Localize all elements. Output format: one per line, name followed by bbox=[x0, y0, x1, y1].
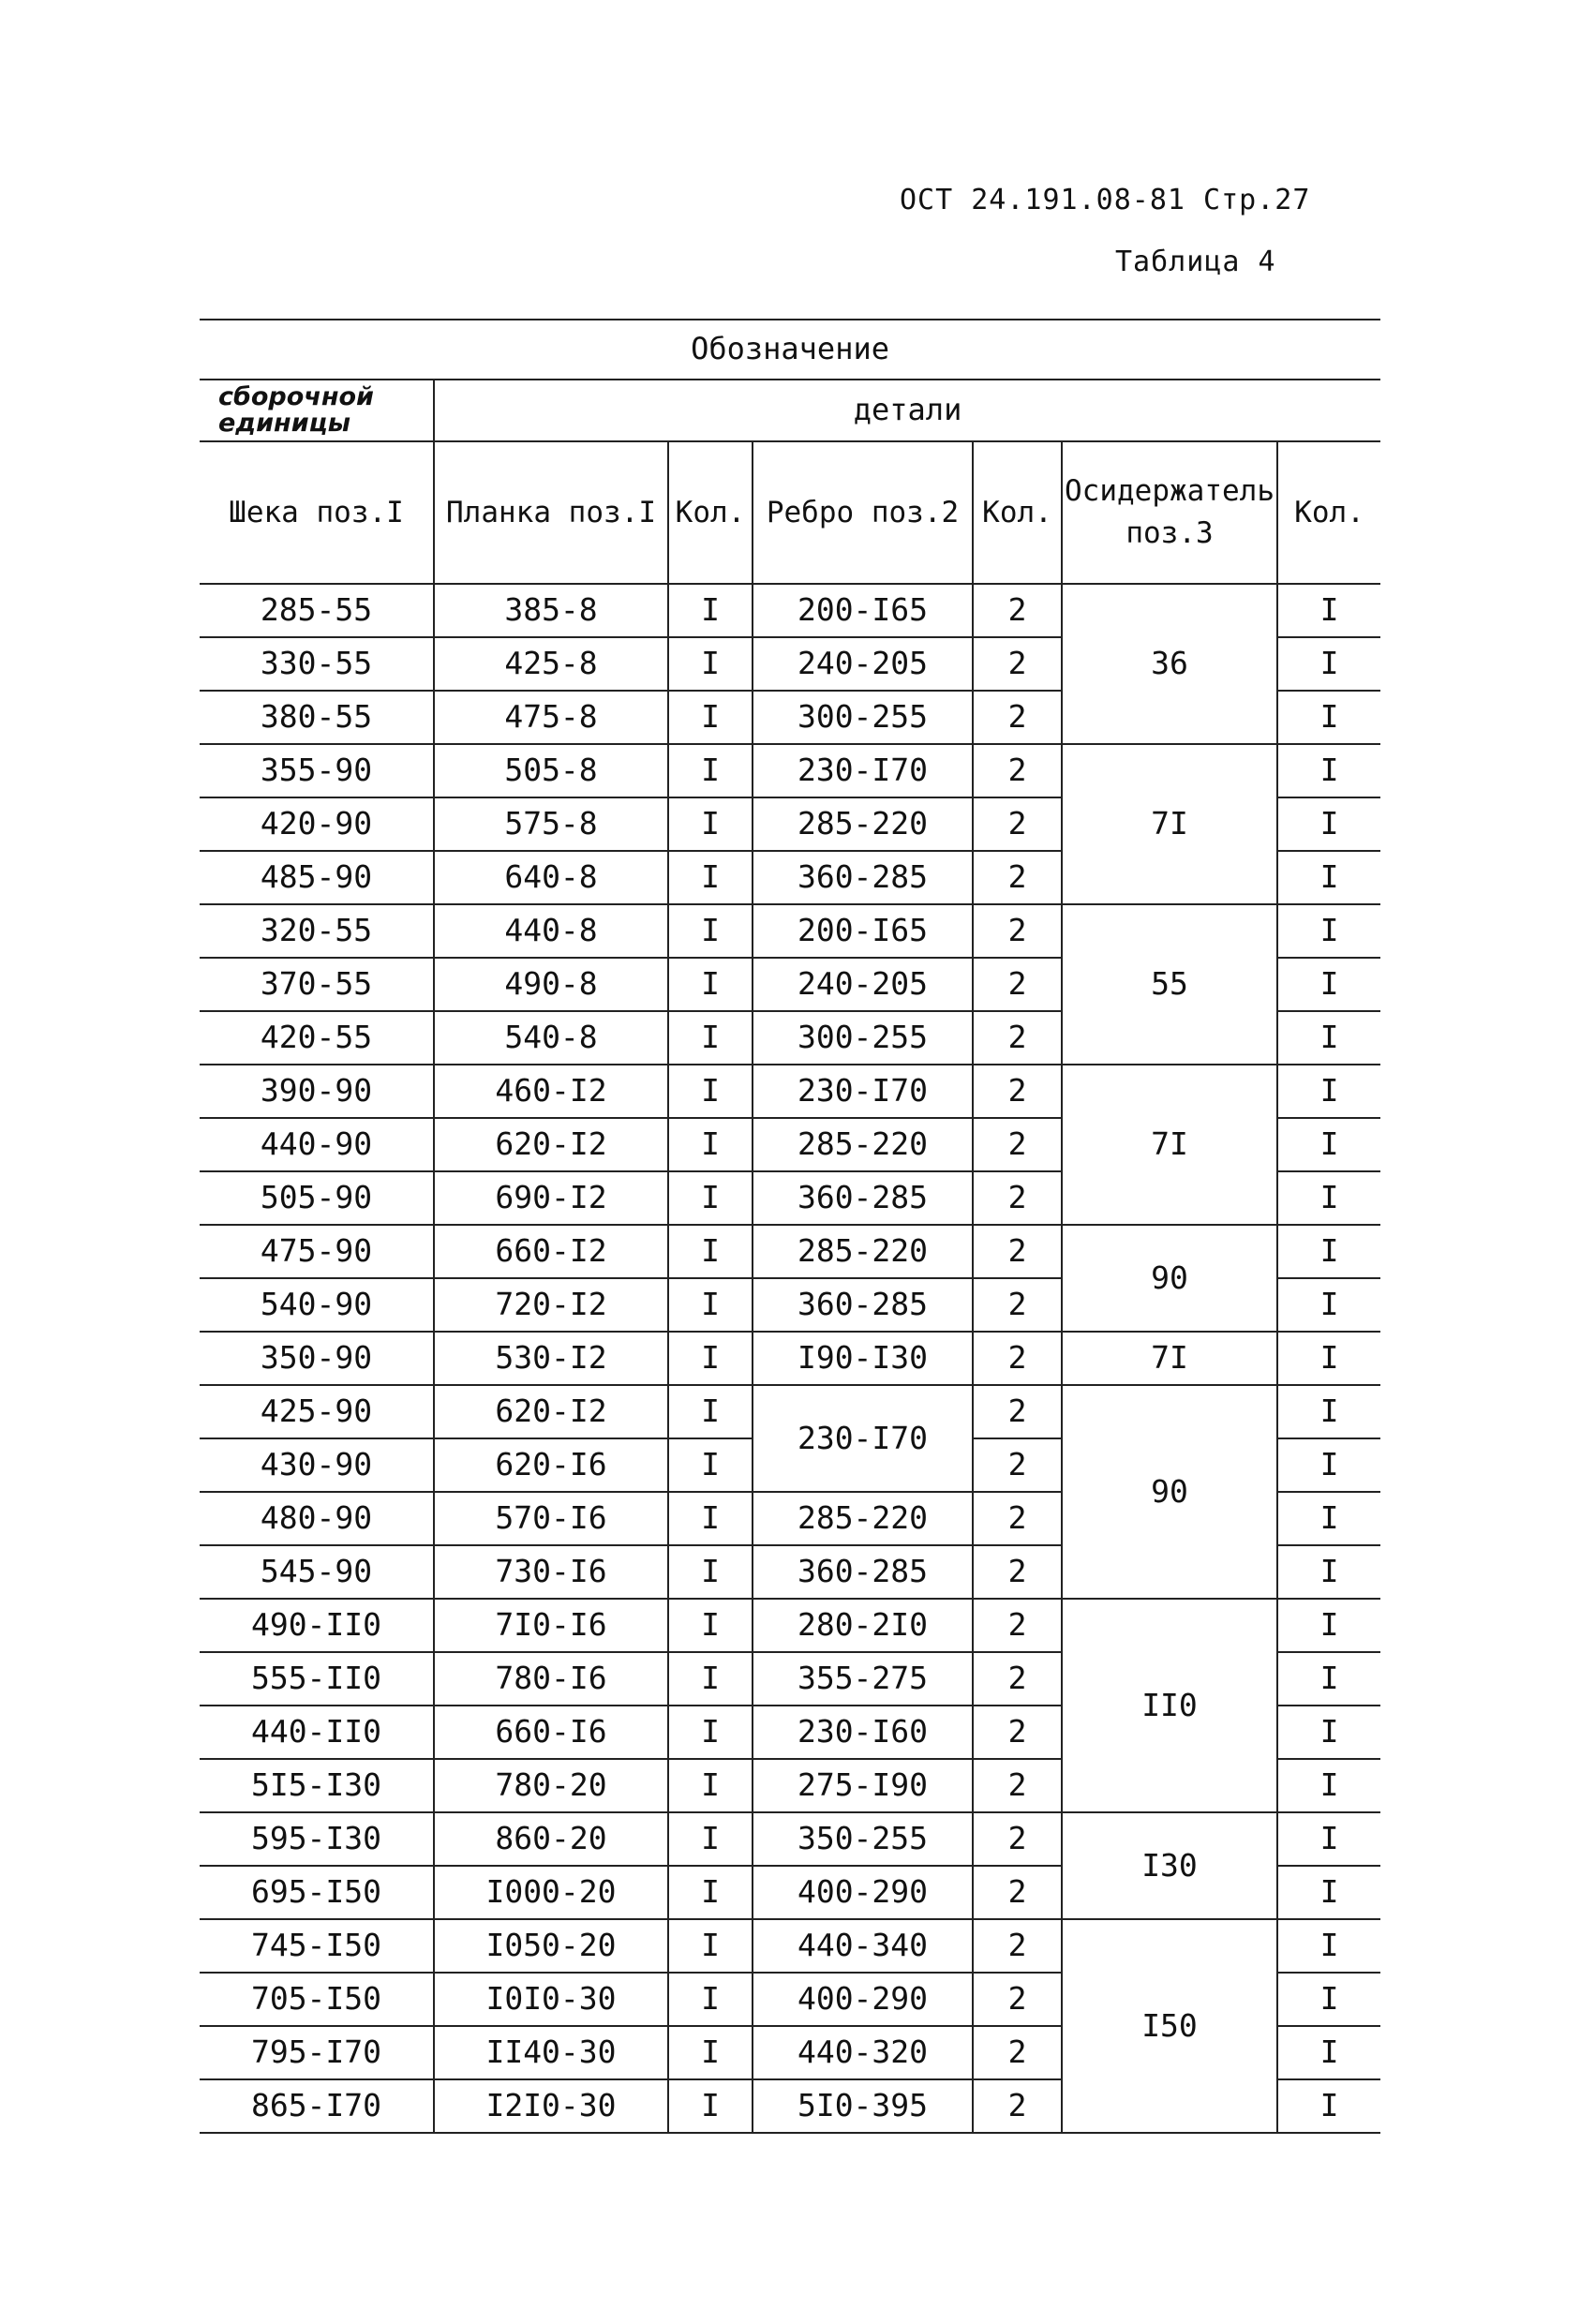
table-row bbox=[200, 1919, 1380, 1973]
cell-cheek: 480-90 bbox=[200, 1492, 434, 1545]
cell-qty1: I bbox=[668, 851, 753, 904]
cell-rib: 275-I90 bbox=[753, 1759, 973, 1812]
cell-plate: 660-I6 bbox=[434, 1706, 668, 1759]
cell-qty3: I bbox=[1277, 1652, 1380, 1706]
cell-qty1: I bbox=[668, 904, 753, 958]
cell-qty1: I bbox=[668, 744, 753, 797]
cell-cheek: 5I5-I30 bbox=[200, 1759, 434, 1812]
cell-qty2: 2 bbox=[973, 637, 1062, 691]
cell-cheek: 485-90 bbox=[200, 851, 434, 904]
cell-rib: 360-285 bbox=[753, 1545, 973, 1599]
cell-plate: 475-8 bbox=[434, 691, 668, 744]
cell-qty2: 2 bbox=[973, 1171, 1062, 1225]
cell-qty3: I bbox=[1277, 1866, 1380, 1919]
col-header-rib: Ребро поз.2 bbox=[753, 441, 973, 584]
cell-qty1: I bbox=[668, 1919, 753, 1973]
cell-qty2: 2 bbox=[973, 744, 1062, 797]
cell-qty3: I bbox=[1277, 1812, 1380, 1866]
cell-qty2: 2 bbox=[973, 904, 1062, 958]
cell-qty3: I bbox=[1277, 744, 1380, 797]
cell-qty3: I bbox=[1277, 691, 1380, 744]
cell-rib: 285-220 bbox=[753, 1492, 973, 1545]
cell-plate: 540-8 bbox=[434, 1011, 668, 1065]
cell-qty3: I bbox=[1277, 584, 1380, 637]
cell-rib: 240-205 bbox=[753, 958, 973, 1011]
cell-qty3: I bbox=[1277, 637, 1380, 691]
cell-cheek: 795-I70 bbox=[200, 2026, 434, 2079]
cell-cheek: 695-I50 bbox=[200, 1866, 434, 1919]
cell-qty3: I bbox=[1277, 1065, 1380, 1118]
cell-plate: 780-20 bbox=[434, 1759, 668, 1812]
cell-qty3: I bbox=[1277, 1278, 1380, 1332]
cell-holder: 36 bbox=[1062, 584, 1277, 744]
cell-qty2: 2 bbox=[973, 1011, 1062, 1065]
cell-cheek: 545-90 bbox=[200, 1545, 434, 1599]
cell-plate: 620-I6 bbox=[434, 1438, 668, 1492]
col-header-qty2: Кол. bbox=[973, 441, 1062, 584]
cell-qty2: 2 bbox=[973, 1225, 1062, 1278]
cell-qty2: 2 bbox=[973, 1118, 1062, 1171]
cell-qty2: 2 bbox=[973, 1919, 1062, 1973]
cell-cheek: 595-I30 bbox=[200, 1812, 434, 1866]
cell-qty1: I bbox=[668, 1438, 753, 1492]
cell-plate: II40-30 bbox=[434, 2026, 668, 2079]
cell-holder: 7I bbox=[1062, 1065, 1277, 1225]
parts-label: детали bbox=[434, 380, 1380, 441]
cell-holder: II0 bbox=[1062, 1599, 1277, 1812]
cell-qty3: I bbox=[1277, 1759, 1380, 1812]
cell-plate: I0I0-30 bbox=[434, 1973, 668, 2026]
cell-qty1: I bbox=[668, 691, 753, 744]
cell-qty1: I bbox=[668, 1011, 753, 1065]
col-header-cheek: Шека поз.I bbox=[200, 441, 434, 584]
cell-rib: 355-275 bbox=[753, 1652, 973, 1706]
cell-qty3: I bbox=[1277, 1706, 1380, 1759]
cell-cheek: 865-I70 bbox=[200, 2079, 434, 2133]
table-row bbox=[200, 904, 1380, 958]
cell-qty3: I bbox=[1277, 1171, 1380, 1225]
cell-qty2: 2 bbox=[973, 1278, 1062, 1332]
cell-plate: 425-8 bbox=[434, 637, 668, 691]
cell-plate: 570-I6 bbox=[434, 1492, 668, 1545]
cell-qty1: I bbox=[668, 1118, 753, 1171]
table-row bbox=[200, 1385, 1380, 1438]
cell-qty2: 2 bbox=[973, 2079, 1062, 2133]
cell-plate: 640-8 bbox=[434, 851, 668, 904]
cell-rib: I90-I30 bbox=[753, 1332, 973, 1385]
col-header-plate: Планка поз.I bbox=[434, 441, 668, 584]
col-header-qty3: Кол. bbox=[1277, 441, 1380, 584]
cell-qty1: I bbox=[668, 1225, 753, 1278]
table-row bbox=[200, 744, 1380, 797]
cell-cheek: 420-55 bbox=[200, 1011, 434, 1065]
cell-qty3: I bbox=[1277, 1492, 1380, 1545]
cell-qty3: I bbox=[1277, 1919, 1380, 1973]
cell-holder: 90 bbox=[1062, 1225, 1277, 1332]
cell-qty1: I bbox=[668, 1545, 753, 1599]
cell-qty1: I bbox=[668, 1492, 753, 1545]
cell-qty2: 2 bbox=[973, 1385, 1062, 1438]
cell-qty3: I bbox=[1277, 2026, 1380, 2079]
cell-qty1: I bbox=[668, 1171, 753, 1225]
cell-rib: 5I0-395 bbox=[753, 2079, 973, 2133]
cell-qty2: 2 bbox=[973, 1812, 1062, 1866]
table-row bbox=[200, 584, 1380, 637]
cell-cheek: 540-90 bbox=[200, 1278, 434, 1332]
cell-holder: 90 bbox=[1062, 1385, 1277, 1599]
table-row bbox=[200, 1812, 1380, 1866]
cell-plate: 490-8 bbox=[434, 958, 668, 1011]
cell-plate: 780-I6 bbox=[434, 1652, 668, 1706]
cell-qty2: 2 bbox=[973, 1065, 1062, 1118]
cell-qty3: I bbox=[1277, 2079, 1380, 2133]
cell-qty2: 2 bbox=[973, 958, 1062, 1011]
cell-plate: 860-20 bbox=[434, 1812, 668, 1866]
cell-holder: 7I bbox=[1062, 744, 1277, 904]
cell-plate: 660-I2 bbox=[434, 1225, 668, 1278]
cell-qty2: 2 bbox=[973, 1545, 1062, 1599]
cell-qty1: I bbox=[668, 637, 753, 691]
cell-rib: 280-2I0 bbox=[753, 1599, 973, 1652]
cell-qty3: I bbox=[1277, 1545, 1380, 1599]
cell-qty3: I bbox=[1277, 851, 1380, 904]
cell-cheek: 440-90 bbox=[200, 1118, 434, 1171]
col-header-holder: Осидержатель поз.3 bbox=[1062, 441, 1277, 584]
cell-plate: 530-I2 bbox=[434, 1332, 668, 1385]
cell-plate: 690-I2 bbox=[434, 1171, 668, 1225]
cell-rib: 285-220 bbox=[753, 1225, 973, 1278]
cell-cheek: 430-90 bbox=[200, 1438, 434, 1492]
cell-rib: 440-340 bbox=[753, 1919, 973, 1973]
cell-rib: 350-255 bbox=[753, 1812, 973, 1866]
cell-plate: 620-I2 bbox=[434, 1385, 668, 1438]
cell-cheek: 490-II0 bbox=[200, 1599, 434, 1652]
cell-plate: 505-8 bbox=[434, 744, 668, 797]
cell-cheek: 370-55 bbox=[200, 958, 434, 1011]
table-caption: Обозначение bbox=[200, 320, 1380, 380]
cell-qty1: I bbox=[668, 1706, 753, 1759]
cell-cheek: 440-II0 bbox=[200, 1706, 434, 1759]
specification-table bbox=[200, 319, 1380, 2134]
cell-cheek: 320-55 bbox=[200, 904, 434, 958]
cell-qty2: 2 bbox=[973, 691, 1062, 744]
cell-cheek: 745-I50 bbox=[200, 1919, 434, 1973]
cell-qty2: 2 bbox=[973, 797, 1062, 851]
cell-cheek: 425-90 bbox=[200, 1385, 434, 1438]
table-row bbox=[200, 1065, 1380, 1118]
cell-rib: 285-220 bbox=[753, 797, 973, 851]
document-code: ОСТ 24.191.08-81 Стр.27 bbox=[900, 184, 1311, 216]
cell-plate: 460-I2 bbox=[434, 1065, 668, 1118]
cell-plate: 730-I6 bbox=[434, 1545, 668, 1599]
cell-plate: I050-20 bbox=[434, 1919, 668, 1973]
cell-qty1: I bbox=[668, 1973, 753, 2026]
cell-cheek: 285-55 bbox=[200, 584, 434, 637]
cell-cheek: 390-90 bbox=[200, 1065, 434, 1118]
cell-qty1: I bbox=[668, 1759, 753, 1812]
cell-rib: 240-205 bbox=[753, 637, 973, 691]
cell-rib: 200-I65 bbox=[753, 904, 973, 958]
cell-plate: 385-8 bbox=[434, 584, 668, 637]
cell-rib: 400-290 bbox=[753, 1866, 973, 1919]
cell-cheek: 330-55 bbox=[200, 637, 434, 691]
cell-rib: 230-I70 bbox=[753, 1065, 973, 1118]
cell-rib: 300-255 bbox=[753, 691, 973, 744]
cell-plate: 7I0-I6 bbox=[434, 1599, 668, 1652]
cell-plate: 620-I2 bbox=[434, 1118, 668, 1171]
cell-qty1: I bbox=[668, 1812, 753, 1866]
cell-rib: 400-290 bbox=[753, 1973, 973, 2026]
cell-qty3: I bbox=[1277, 1225, 1380, 1278]
cell-holder: 55 bbox=[1062, 904, 1277, 1065]
cell-qty2: 2 bbox=[973, 1759, 1062, 1812]
cell-qty2: 2 bbox=[973, 1332, 1062, 1385]
cell-qty3: I bbox=[1277, 958, 1380, 1011]
table-row bbox=[200, 1225, 1380, 1278]
cell-rib: 230-I70 bbox=[753, 1385, 973, 1492]
cell-rib: 230-I60 bbox=[753, 1706, 973, 1759]
cell-qty2: 2 bbox=[973, 1652, 1062, 1706]
cell-rib: 285-220 bbox=[753, 1118, 973, 1171]
cell-qty1: I bbox=[668, 1866, 753, 1919]
cell-qty2: 2 bbox=[973, 1492, 1062, 1545]
cell-qty1: I bbox=[668, 1332, 753, 1385]
cell-cheek: 420-90 bbox=[200, 797, 434, 851]
cell-rib: 360-285 bbox=[753, 1171, 973, 1225]
cell-qty2: 2 bbox=[973, 851, 1062, 904]
cell-rib: 300-255 bbox=[753, 1011, 973, 1065]
cell-qty1: I bbox=[668, 2079, 753, 2133]
cell-holder: 7I bbox=[1062, 1332, 1277, 1385]
col-header-qty1: Кол. bbox=[668, 441, 753, 584]
cell-qty2: 2 bbox=[973, 1438, 1062, 1492]
cell-qty1: I bbox=[668, 1065, 753, 1118]
cell-qty3: I bbox=[1277, 1599, 1380, 1652]
table-body bbox=[200, 584, 1380, 2133]
cell-qty1: I bbox=[668, 1278, 753, 1332]
cell-qty1: I bbox=[668, 584, 753, 637]
cell-qty3: I bbox=[1277, 1385, 1380, 1438]
cell-cheek: 505-90 bbox=[200, 1171, 434, 1225]
cell-qty1: I bbox=[668, 1385, 753, 1438]
cell-qty1: I bbox=[668, 797, 753, 851]
cell-qty2: 2 bbox=[973, 2026, 1062, 2079]
cell-qty2: 2 bbox=[973, 1599, 1062, 1652]
cell-cheek: 555-II0 bbox=[200, 1652, 434, 1706]
table-row bbox=[200, 1332, 1380, 1385]
assembly-unit-label: сборочной единицы bbox=[200, 380, 434, 441]
cell-qty1: I bbox=[668, 2026, 753, 2079]
table-number: Таблица 4 bbox=[1115, 246, 1276, 278]
cell-qty1: I bbox=[668, 1599, 753, 1652]
cell-rib: 230-I70 bbox=[753, 744, 973, 797]
cell-qty2: 2 bbox=[973, 584, 1062, 637]
cell-qty2: 2 bbox=[973, 1866, 1062, 1919]
cell-cheek: 475-90 bbox=[200, 1225, 434, 1278]
cell-qty2: 2 bbox=[973, 1706, 1062, 1759]
cell-qty3: I bbox=[1277, 1118, 1380, 1171]
cell-qty3: I bbox=[1277, 1973, 1380, 2026]
cell-plate: I000-20 bbox=[434, 1866, 668, 1919]
cell-qty3: I bbox=[1277, 797, 1380, 851]
cell-cheek: 350-90 bbox=[200, 1332, 434, 1385]
cell-plate: 575-8 bbox=[434, 797, 668, 851]
cell-qty3: I bbox=[1277, 1332, 1380, 1385]
cell-rib: 360-285 bbox=[753, 851, 973, 904]
cell-plate: 440-8 bbox=[434, 904, 668, 958]
cell-qty3: I bbox=[1277, 1438, 1380, 1492]
cell-qty2: 2 bbox=[973, 1973, 1062, 2026]
cell-qty3: I bbox=[1277, 904, 1380, 958]
cell-plate: 720-I2 bbox=[434, 1278, 668, 1332]
cell-holder: I50 bbox=[1062, 1919, 1277, 2133]
cell-rib: 360-285 bbox=[753, 1278, 973, 1332]
cell-qty3: I bbox=[1277, 1011, 1380, 1065]
table-row bbox=[200, 1599, 1380, 1652]
cell-qty1: I bbox=[668, 958, 753, 1011]
cell-holder: I30 bbox=[1062, 1812, 1277, 1919]
cell-plate: I2I0-30 bbox=[434, 2079, 668, 2133]
cell-cheek: 355-90 bbox=[200, 744, 434, 797]
cell-cheek: 380-55 bbox=[200, 691, 434, 744]
cell-cheek: 705-I50 bbox=[200, 1973, 434, 2026]
cell-qty1: I bbox=[668, 1652, 753, 1706]
cell-rib: 440-320 bbox=[753, 2026, 973, 2079]
cell-rib: 200-I65 bbox=[753, 584, 973, 637]
